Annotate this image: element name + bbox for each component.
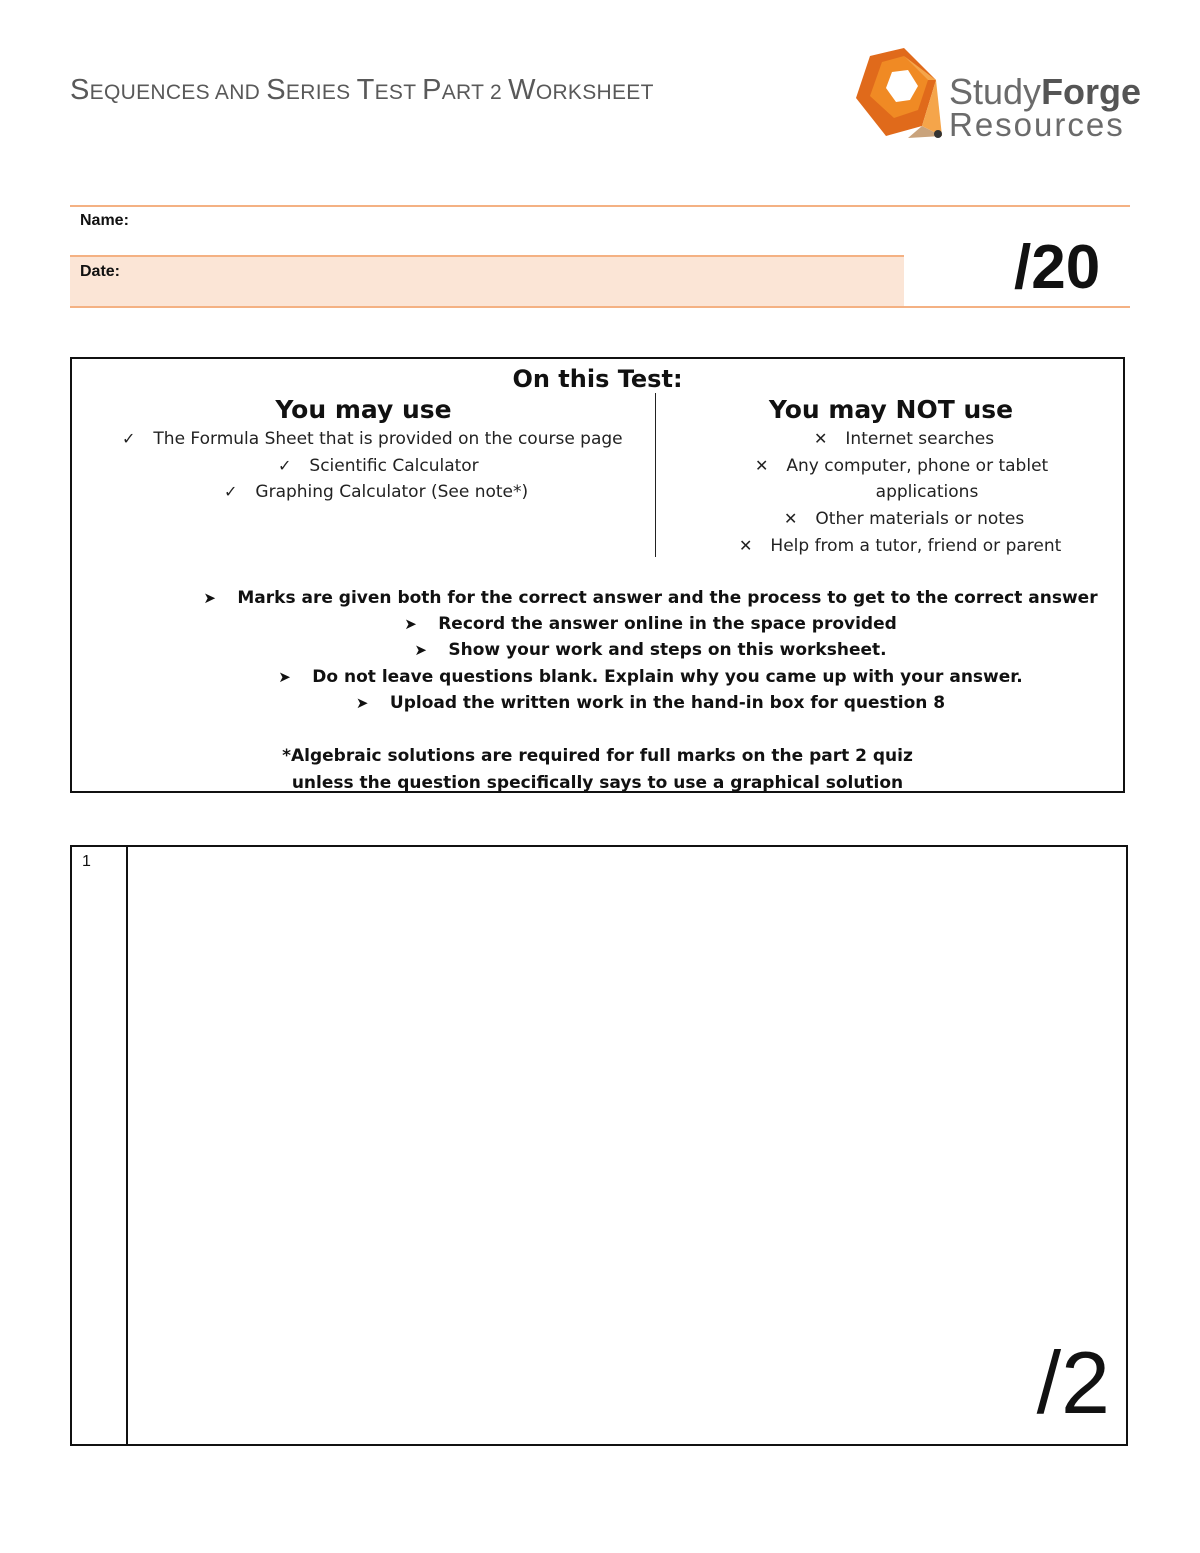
form-top-rule: [70, 205, 1130, 207]
question-1-box[interactable]: [70, 845, 1128, 1446]
note-item: ➤ Upload the written work in the hand-in box for question 8: [355, 693, 946, 713]
check-icon: ✓: [122, 429, 136, 448]
cross-icon: ✕: [739, 536, 753, 555]
note-item: ➤ Record the answer online in the space provided: [404, 614, 897, 634]
footnote-line-1: *Algebraic solutions are required for full marks on the part 2 quiz: [282, 746, 913, 766]
cross-icon: ✕: [784, 509, 798, 528]
may-not-use-item-continued: applications: [875, 482, 979, 502]
date-label: Date:: [80, 263, 121, 280]
may-use-item: ✓ The Formula Sheet that is provided on the course page: [122, 429, 623, 449]
note-item: ➤ Do not leave questions blank. Explain why you came up with your answer.: [278, 667, 1023, 687]
check-icon: ✓: [224, 482, 238, 501]
cross-icon: ✕: [755, 456, 769, 475]
may-use-item: ✓ Scientific Calculator: [278, 456, 479, 476]
arrow-bullet-icon: ➤: [404, 615, 417, 633]
cross-icon: ✕: [814, 429, 828, 448]
arrow-bullet-icon: ➤: [203, 589, 216, 607]
date-field[interactable]: [70, 257, 904, 307]
logo-text-line2: Resources: [949, 106, 1125, 143]
may-not-use-item: ✕ Other materials or notes: [784, 509, 1025, 529]
may-not-use-item: ✕ Any computer, phone or tablet: [755, 456, 1049, 476]
logo-text-line1: StudyForge: [949, 71, 1142, 112]
total-score: /20: [1014, 233, 1101, 302]
note-item: ➤ Show your work and steps on this worksheet.: [414, 640, 887, 660]
studyforge-logo: [852, 46, 1142, 143]
footnote-line-2: unless the question specifically says to use a graphical solution: [291, 773, 904, 793]
test-rules-box: [70, 357, 1125, 793]
logo-hexagon-icon: [852, 46, 948, 142]
check-icon: ✓: [278, 456, 292, 475]
may-use-heading: You may use: [275, 395, 452, 424]
worksheet-title: SEQUENCES AND SERIES TEST PART 2 WORKSHEET: [70, 74, 654, 106]
arrow-bullet-icon: ➤: [355, 694, 369, 712]
may-not-use-item: ✕ Internet searches: [814, 429, 995, 449]
question-number: 1: [82, 853, 91, 870]
question-number-divider: [126, 847, 128, 1444]
arrow-bullet-icon: ➤: [278, 668, 291, 686]
question-score: /2: [1036, 1333, 1110, 1432]
form-bottom-rule: [70, 306, 1130, 308]
may-not-use-heading: You may NOT use: [768, 395, 1014, 424]
may-use-item: ✓ Graphing Calculator (See note*): [224, 482, 529, 502]
rules-title: On this Test:: [512, 365, 683, 393]
arrow-bullet-icon: ➤: [414, 641, 427, 659]
note-item: ➤ Marks are given both for the correct answer and the process to get to the correct answer: [203, 588, 1098, 608]
date-top-rule: [70, 255, 904, 257]
name-label: Name:: [80, 212, 129, 229]
may-not-use-item: ✕ Help from a tutor, friend or parent: [739, 536, 1062, 556]
